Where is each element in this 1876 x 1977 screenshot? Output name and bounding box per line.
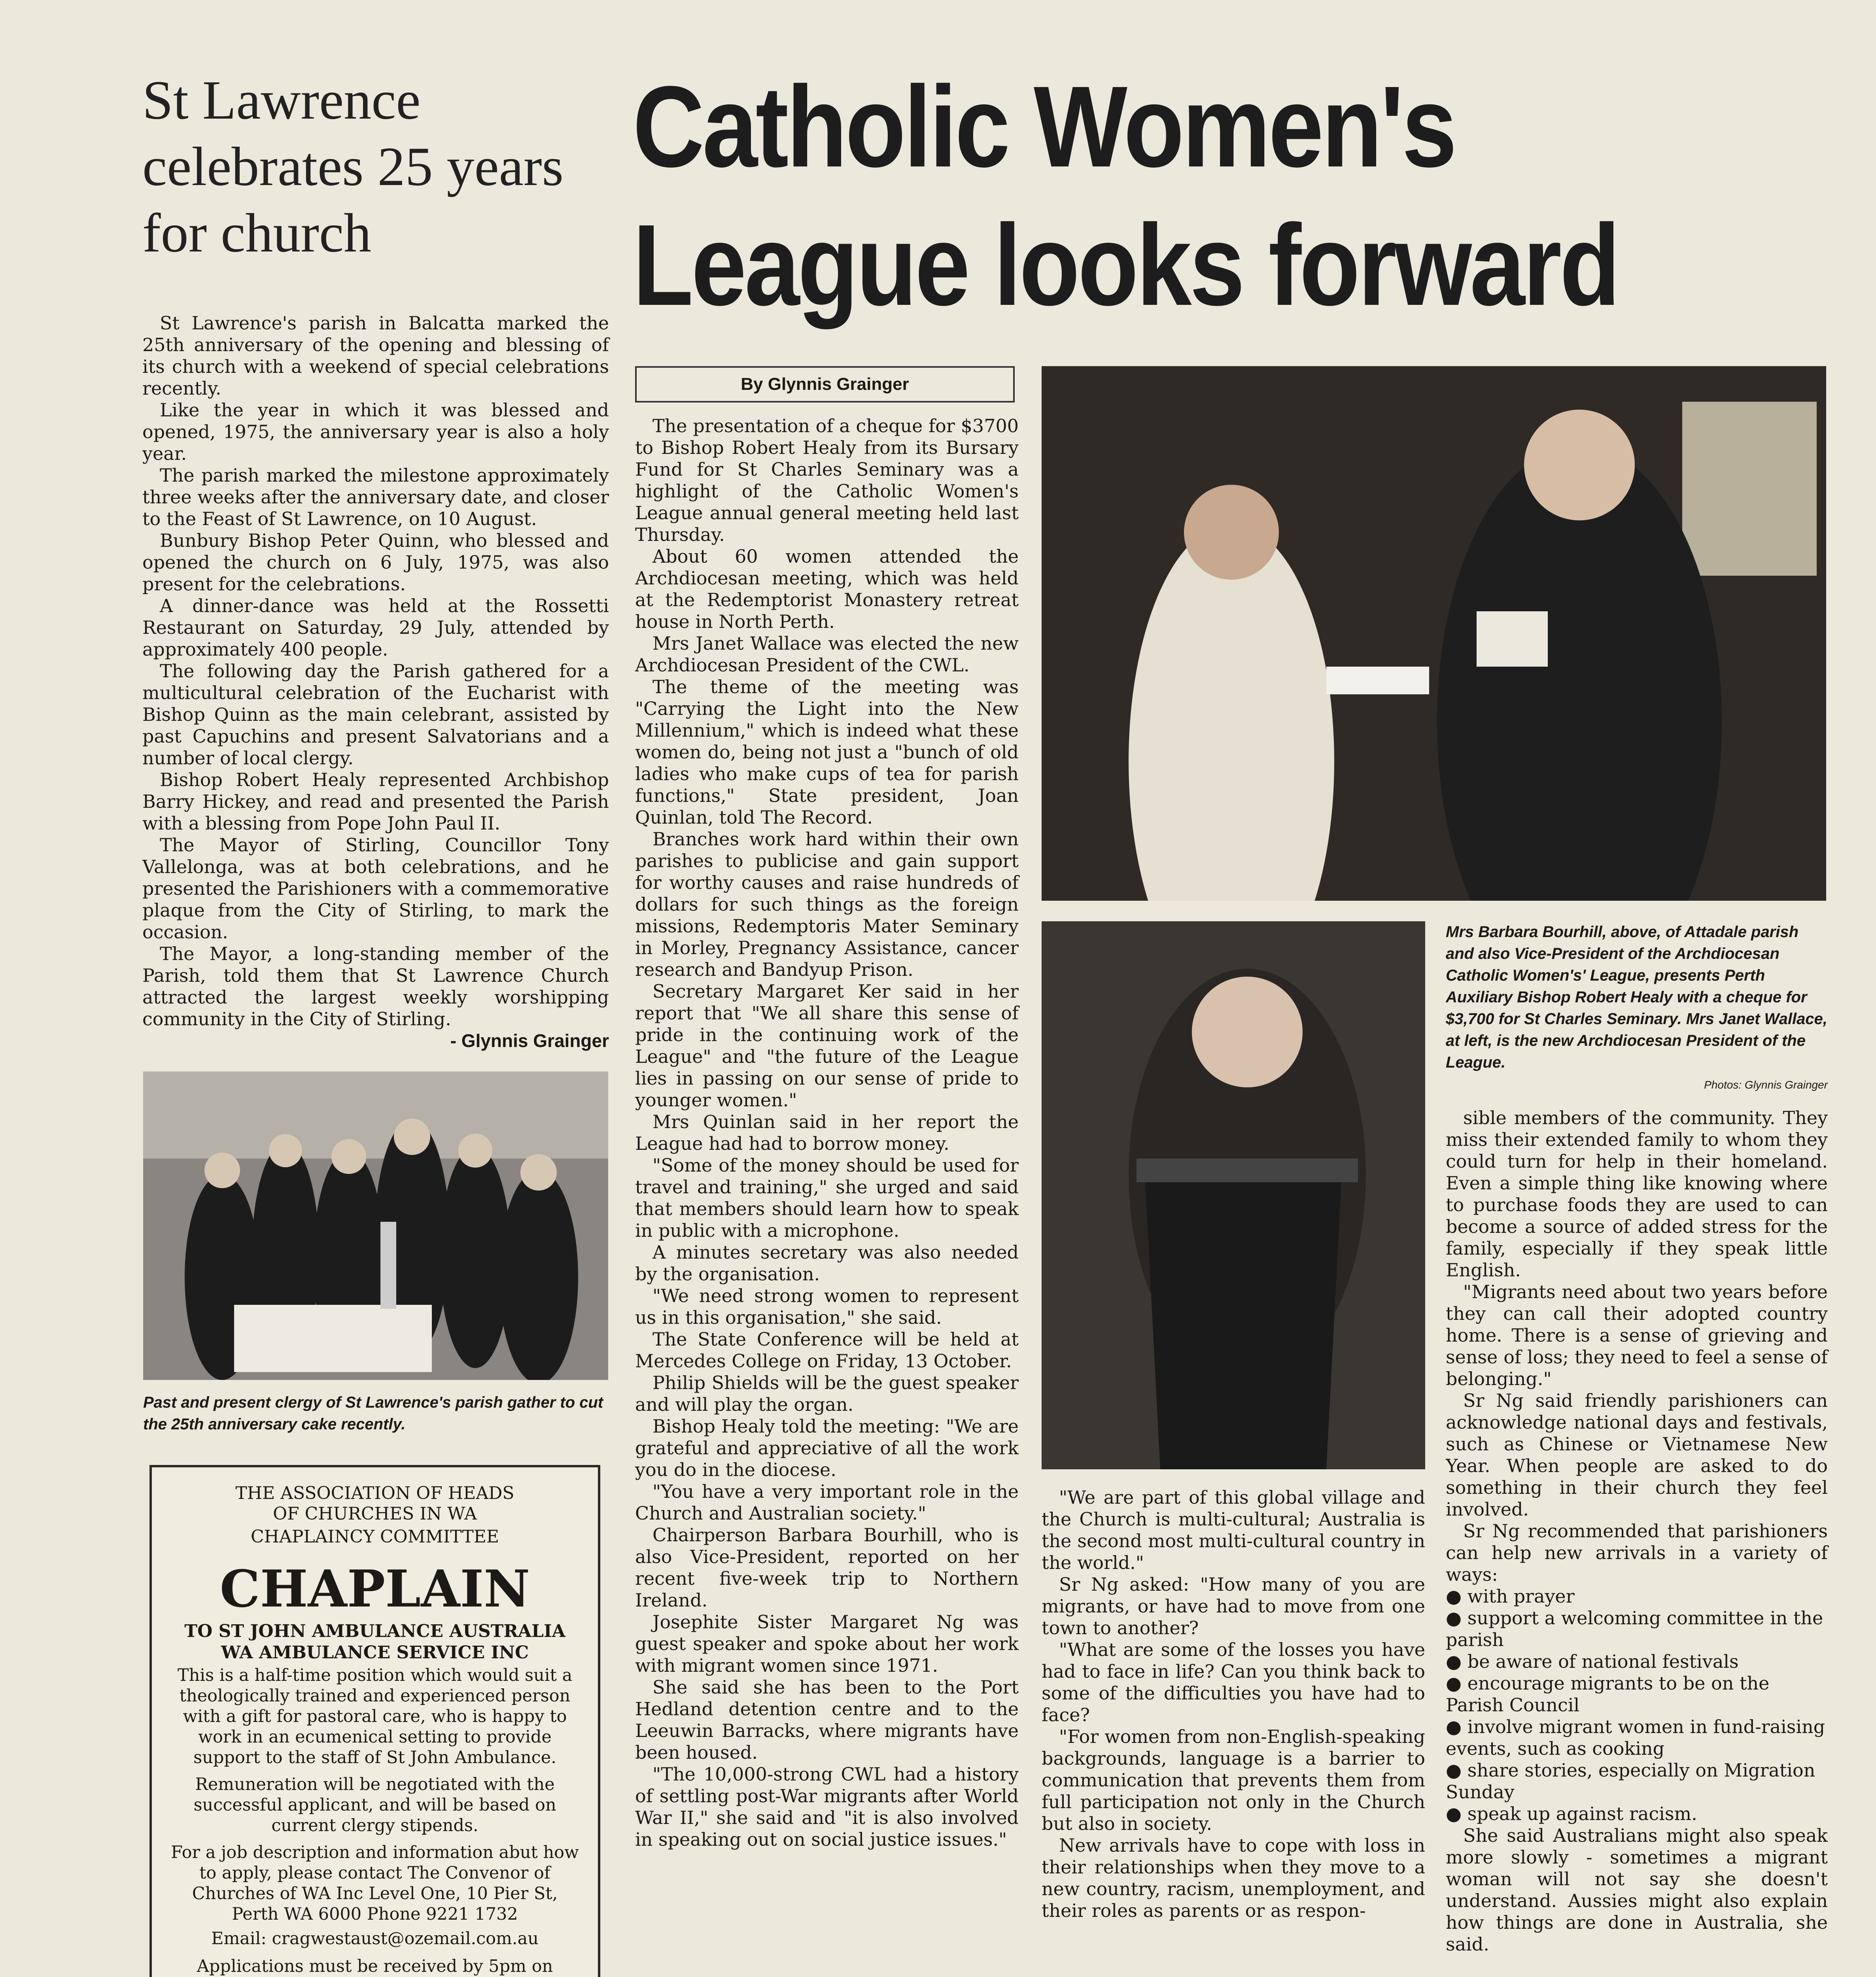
main-story-paragraph: "Some of the money should be used for travel and training," she urged and said that members should learn how to speak in public with a microphone. <box>635 1155 1019 1241</box>
main-story-paragraph: A minutes secretary was also needed by the organisation. <box>635 1242 1019 1285</box>
main-story-paragraph: The State Conference will be held at Mercedes College on Friday, 13 October. <box>635 1329 1019 1372</box>
chaplain-email[interactable]: Email: cragwestaust@ozemail.com.au <box>211 1929 539 1949</box>
main-story-paragraph: Philip Shields will be the guest speaker and will play the organ. <box>635 1372 1019 1415</box>
chaplain-org-line3: CHAPLAINCY COMMITTEE <box>251 1527 499 1547</box>
recommendation-item: ● speak up against racism. <box>1446 1803 1828 1825</box>
main-story-paragraph: Josephite Sister Margaret Ng was guest speaker and spoke about her work with migrant women since 1971. <box>635 1611 1019 1676</box>
left-story-paragraph: The Mayor of Stirling, Councillor Tony Vallelonga, was at both celebrations, and he presented the Parishioners with a commemorative plaque from the City of Stirling, to mark the occasion. <box>142 834 609 943</box>
main-story-paragraph: "We are part of this global village and the Church is multi-cultural; Australia is the second most multi-cultural country in the world." <box>1042 1487 1425 1573</box>
sister-ng-photo <box>1042 921 1425 1469</box>
chaplain-to-line2: WA AMBULANCE SERVICE INC <box>221 1642 529 1663</box>
left-story-paragraph: Bishop Robert Healy represented Archbishop Barry Hickey, and read and presented the Parish with a blessing from Pope John Paul II. <box>142 769 609 834</box>
clergy-photo-caption: Past and present clergy of St Lawrence's parish gather to cut the 25th anniversary cake recently. <box>143 1394 603 1433</box>
main-story-paragraph: Sr Ng asked: "How many of you are migrants, or have had to move from one town to another? <box>1042 1574 1425 1639</box>
recommendations-list <box>1446 1586 1828 1825</box>
main-story-paragraph: New arrivals have to cope with loss in their relationships when they move to a new country, racism, unemployment, and their roles as parents or as respon- <box>1042 1835 1425 1921</box>
chaplain-body2: Remuneration will be negotiated with the successful applicant, and will be based on current clergy stipends. <box>193 1775 556 1835</box>
left-story-paragraph: The following day the Parish gathered for a multicultural celebration of the Eucharist with Bishop Quinn as the main celebrant, assisted by past Capuchins and present Salvatorians and a number of local clergy. <box>142 660 609 769</box>
main-story-headline-line1: Catholic Women's <box>633 62 1455 191</box>
cheque-presentation-photo <box>1042 366 1826 901</box>
main-story-paragraph: "The 10,000-strong CWL had a history of settling post-War migrants after World War II," she said and "it is also involved in speaking out on social justice issues." <box>635 1763 1019 1850</box>
main-story-paragraph: Mrs Janet Wallace was elected the new Archdiocesan President of the CWL. <box>635 633 1019 676</box>
recommendation-item: ● share stories, especially on Migration Sunday <box>1446 1760 1828 1803</box>
clergy-cake-photo <box>143 1072 608 1380</box>
main-story-paragraph: sible members of the community. They miss their extended family to whom they could turn for help in their homeland. Even a simple thing like knowing where to purchase foods they are used to can become a source of added stress for the family, especially if they speak little English. <box>1446 1107 1828 1281</box>
main-story-paragraph: Branches work hard within their own parishes to publicise and gain support for worthy causes and raise hundreds of dollars for such things as the foreign missions, Redemptoris Mater Seminary in Morley, Pregnancy Assistance, cancer research and Bandyup Prison. <box>635 828 1019 980</box>
chaplain-body1: This is a half-time position which would suit a theologically trained and experienced person with a gift for pastoral care, who is happy to work in an ecumenical setting to provide support to the staff of St John Ambulance. <box>177 1665 573 1767</box>
main-story-paragraph: Bishop Healy told the meeting: "We are grateful and appreciative of all the work you do in the diocese. <box>635 1416 1019 1480</box>
chaplain-org-line1: THE ASSOCIATION OF HEADS <box>235 1483 514 1503</box>
left-story-paragraph: St Lawrence's parish in Balcatta marked the 25th anniversary of the opening and blessing of its church with a weekend of special celebrations recently. <box>142 312 609 399</box>
main-story-paragraph: Sr Ng said friendly parishioners can acknowledge national days and festivals, such as Chinese or Vietnamese New Year. When people are asked to do something in their church they feel involved. <box>1446 1390 1828 1520</box>
left-story-paragraph: Bunbury Bishop Peter Quinn, who blessed and opened the church on 6 July, 1975, was also present for the celebrations. <box>142 530 609 595</box>
main-col3 <box>1446 1107 1828 1955</box>
chaplain-body3: For a job description and information abut how to apply, please contact The Convenor of Churches of WA Inc Level One, 10 Pier St, Perth WA 6000 Phone 9221 1732 <box>171 1843 579 1924</box>
chaplain-title: CHAPLAIN <box>219 1559 530 1619</box>
main-story-paragraph: "For women from non-English-speaking backgrounds, language is a barrier to communication that prevents them from full participation not only in the Church but also in society. <box>1042 1726 1425 1834</box>
main-story-paragraph: The presentation of a cheque for $3700 to Bishop Robert Healy from its Bursary Fund for St Charles Seminary was a highlight of the Catholic Women's League annual general meeting held last Thursday. <box>635 415 1019 545</box>
cwl-photo-caption: Mrs Barbara Bourhill, above, of Attadale parish and also Vice-President of the Archdiocesan Catholic Women's' League, presents Perth Auxiliary Bishop Robert Healy with a cheque for $3,700 for St Charles Seminary. Mrs Janet Wallace, at left, is the new Archdiocesan President of the League. <box>1446 923 1827 1071</box>
main-story-paragraph: "We need strong women to represent us in this organisation," she said. <box>635 1285 1019 1328</box>
photo-credit: Photos: Glynnis Grainger <box>1704 1079 1828 1091</box>
chaplain-deadline: Applications must be received by 5pm on <box>197 1956 553 1976</box>
main-story-paragraph: About 60 women attended the Archdiocesan meeting, which was held at the Redemptorist Monastery retreat house in North Perth. <box>635 546 1019 632</box>
left-story-paragraph: Like the year in which it was blessed and opened, 1975, the anniversary year is also a holy year. <box>142 399 609 464</box>
main-col1 <box>635 415 1019 1850</box>
recommendation-item: ● involve migrant women in fund-raising events, such as cooking <box>1446 1716 1828 1760</box>
main-story-paragraph: Sr Ng recommended that parishioners can help new arrivals in a variety of ways: <box>1446 1520 1828 1585</box>
main-story-paragraph: "You have a very important role in the Church and Australian society." <box>635 1481 1019 1524</box>
left-story-paragraph: A dinner-dance was held at the Rossetti Restaurant on Saturday, 29 July, attended by approximately 400 people. <box>142 595 609 660</box>
left-story-paragraph: The Mayor, a long-standing member of the Parish, told them that St Lawrence Church attracted the largest weekly worshipping community in the City of Stirling. <box>142 943 609 1030</box>
main-col2 <box>1042 1487 1425 1922</box>
main-story-paragraph: "What are some of the losses you have had to face in life? Can you think back to some of the difficulties you have had to face? <box>1042 1639 1425 1726</box>
main-story-paragraph: Secretary Margaret Ker said in her report that "We all share this sense of pride in the continuing work of the League" and "the future of the League lies in passing on our sense of pride to younger women." <box>635 981 1019 1111</box>
left-story-body <box>142 312 609 1052</box>
main-story-headline-line2: League looks forward <box>633 200 1619 329</box>
byline: By Glynnis Grainger <box>635 366 1015 403</box>
left-story-signature: - Glynnis Grainger <box>450 1030 609 1051</box>
chaplain-org-line2: OF CHURCHES IN WA <box>273 1504 477 1524</box>
main-story-paragraph: The theme of the meeting was "Carrying the Light into the New Millennium," which is indeed what these women do, being not just a "bunch of old ladies who make cups of tea for parish functions," State president, Joan Quinlan, told The Record. <box>635 676 1019 828</box>
left-story-headline: St Lawrence celebrates 25 years for church <box>142 70 564 264</box>
main-story-closing: She said Australians might also speak more slowly - sometimes a migrant woman will not say she doesn't understand. Aussies might also explain how things are done in Australia, she said. <box>1446 1825 1828 1955</box>
left-story-paragraph: The parish marked the milestone approximately three weeks after the anniversary date, and closer to the Feast of St Lawrence, on 10 August. <box>142 465 609 529</box>
recommendation-item: ● encourage migrants to be on the Parish Council <box>1446 1673 1828 1716</box>
main-story-paragraph: Chairperson Barbara Bourhill, who is also Vice-President, reported on her recent five-week trip to Northern Ireland. <box>635 1524 1019 1611</box>
recommendation-item: ● support a welcoming committee in the parish <box>1446 1607 1828 1651</box>
main-story-paragraph: "Migrants need about two years before they can call their adopted country home. There is a sense of grieving and sense of loss; they need to feel a sense of belonging." <box>1446 1281 1828 1389</box>
main-story-paragraph: She said she has been to the Port Hedland detention centre and to the Leeuwin Barracks, where migrants have been housed. <box>635 1676 1019 1763</box>
chaplain-to-line1: TO ST JOHN AMBULANCE AUSTRALIA <box>184 1621 565 1641</box>
main-story-paragraph: Mrs Quinlan said in her report the League had had to borrow money. <box>635 1111 1019 1154</box>
chaplain-ad <box>149 1465 600 1977</box>
recommendation-item: ● be aware of national festivals <box>1446 1651 1828 1673</box>
recommendation-item: ● with prayer <box>1446 1586 1828 1607</box>
